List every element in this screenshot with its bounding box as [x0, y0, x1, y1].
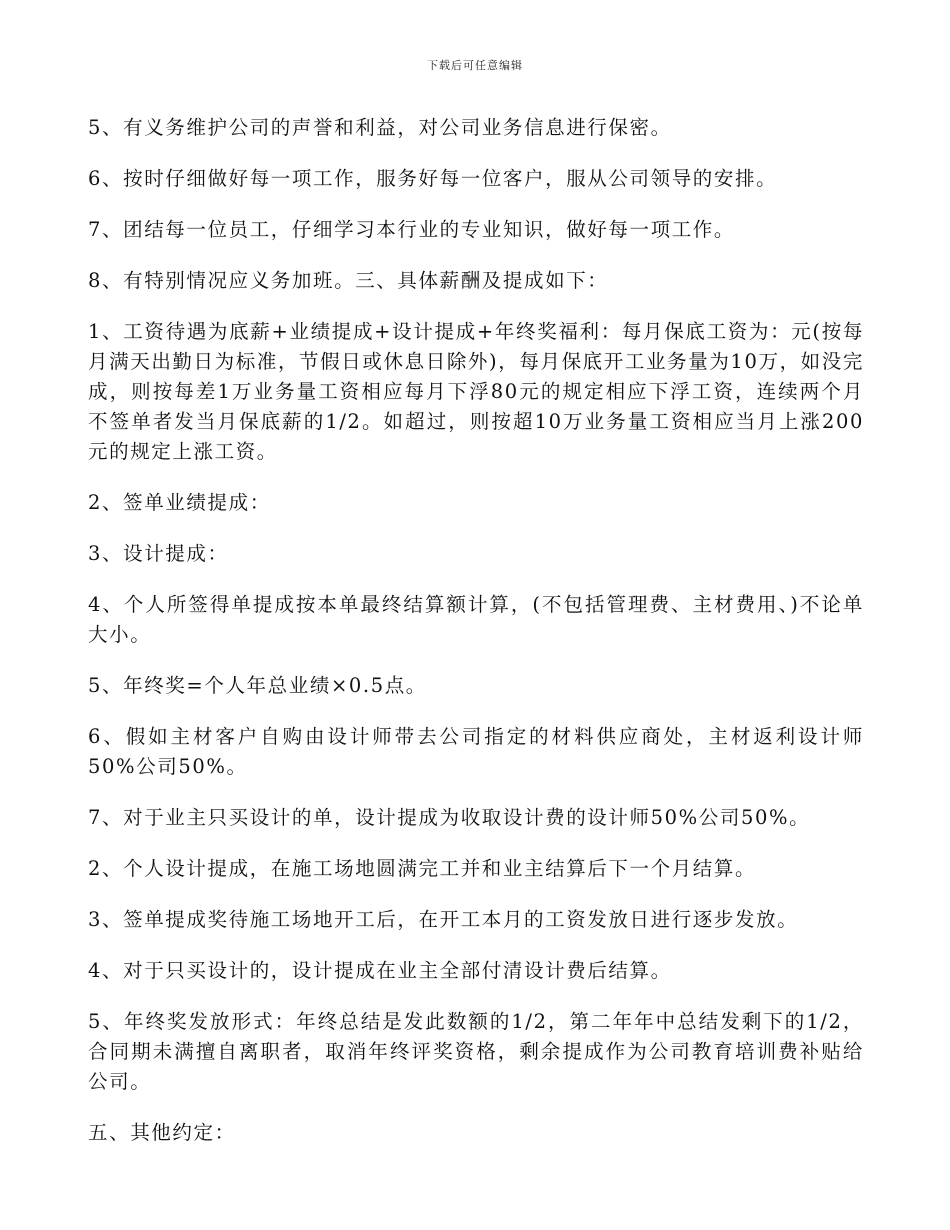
section-heading: 五、其他约定： — [88, 1121, 236, 1144]
clause-paragraph: 6、假如主材客户自购由设计师带去公司指定的材料供应商处，主材返利设计师50%公司50%。 — [88, 725, 864, 778]
clause-paragraph: 5、年终奖发放形式：年终总结是发此数额的1/2，第二年年中总结发剩下的1/2，合同期未满擅自离职者，取消年终评奖资格，剩余提成作为公司教育培训费补贴给公司。 — [88, 1010, 864, 1093]
clause-paragraph: 4、个人所签得单提成按本单最终结算额计算，(不包括管理费、主材费用、)不论单大小。 — [88, 593, 864, 646]
clause-paragraph: 3、设计提成： — [88, 542, 229, 565]
clause-paragraph: 8、有特别情况应义务加班。三、具体薪酬及提成如下： — [88, 269, 609, 292]
clause-paragraph: 5、年终奖=个人年总业绩×0.5点。 — [88, 674, 427, 697]
clause-paragraph: 4、对于只买设计的，设计提成在业主全部付清设计费后结算。 — [88, 959, 672, 982]
page-header: 下载后可任意编辑 — [427, 59, 523, 72]
clause-paragraph: 2、签单业绩提成： — [88, 491, 271, 514]
clause-paragraph: 2、个人设计提成，在施工场地圆满完工并和业主结算后下一个月结算。 — [88, 857, 757, 880]
clause-paragraph: 1、工资待遇为底薪+业绩提成+设计提成+年终奖福利：每月保底工资为：元(按每月满天出勤日为标准，节假日或休息日除外)，每月保底开工业务量为10万，如没完成，则按每差1万业务量工资相应每月下浮80元的规定相应下浮工资，连续两个月不签单者发当月保底薪的1/2。如超过，则按超10万业务量工资相应当月上涨200元的规定上涨工资。 — [88, 320, 864, 463]
clause-paragraph: 6、按时仔细做好每一项工作，服务好每一位客户，服从公司领导的安排。 — [88, 167, 778, 190]
clause-paragraph: 7、对于业主只买设计的单，设计提成为收取设计费的设计师50%公司50%。 — [88, 806, 811, 829]
clause-paragraph: 7、团结每一位员工，仔细学习本行业的专业知识，做好每一项工作。 — [88, 218, 736, 241]
clause-paragraph: 5、有义务维护公司的声誉和利益，对公司业务信息进行保密。 — [88, 116, 672, 139]
clause-paragraph: 3、签单提成奖待施工场地开工后，在开工本月的工资发放日进行逐步发放。 — [88, 908, 799, 931]
document-body — [88, 113, 864, 1169]
